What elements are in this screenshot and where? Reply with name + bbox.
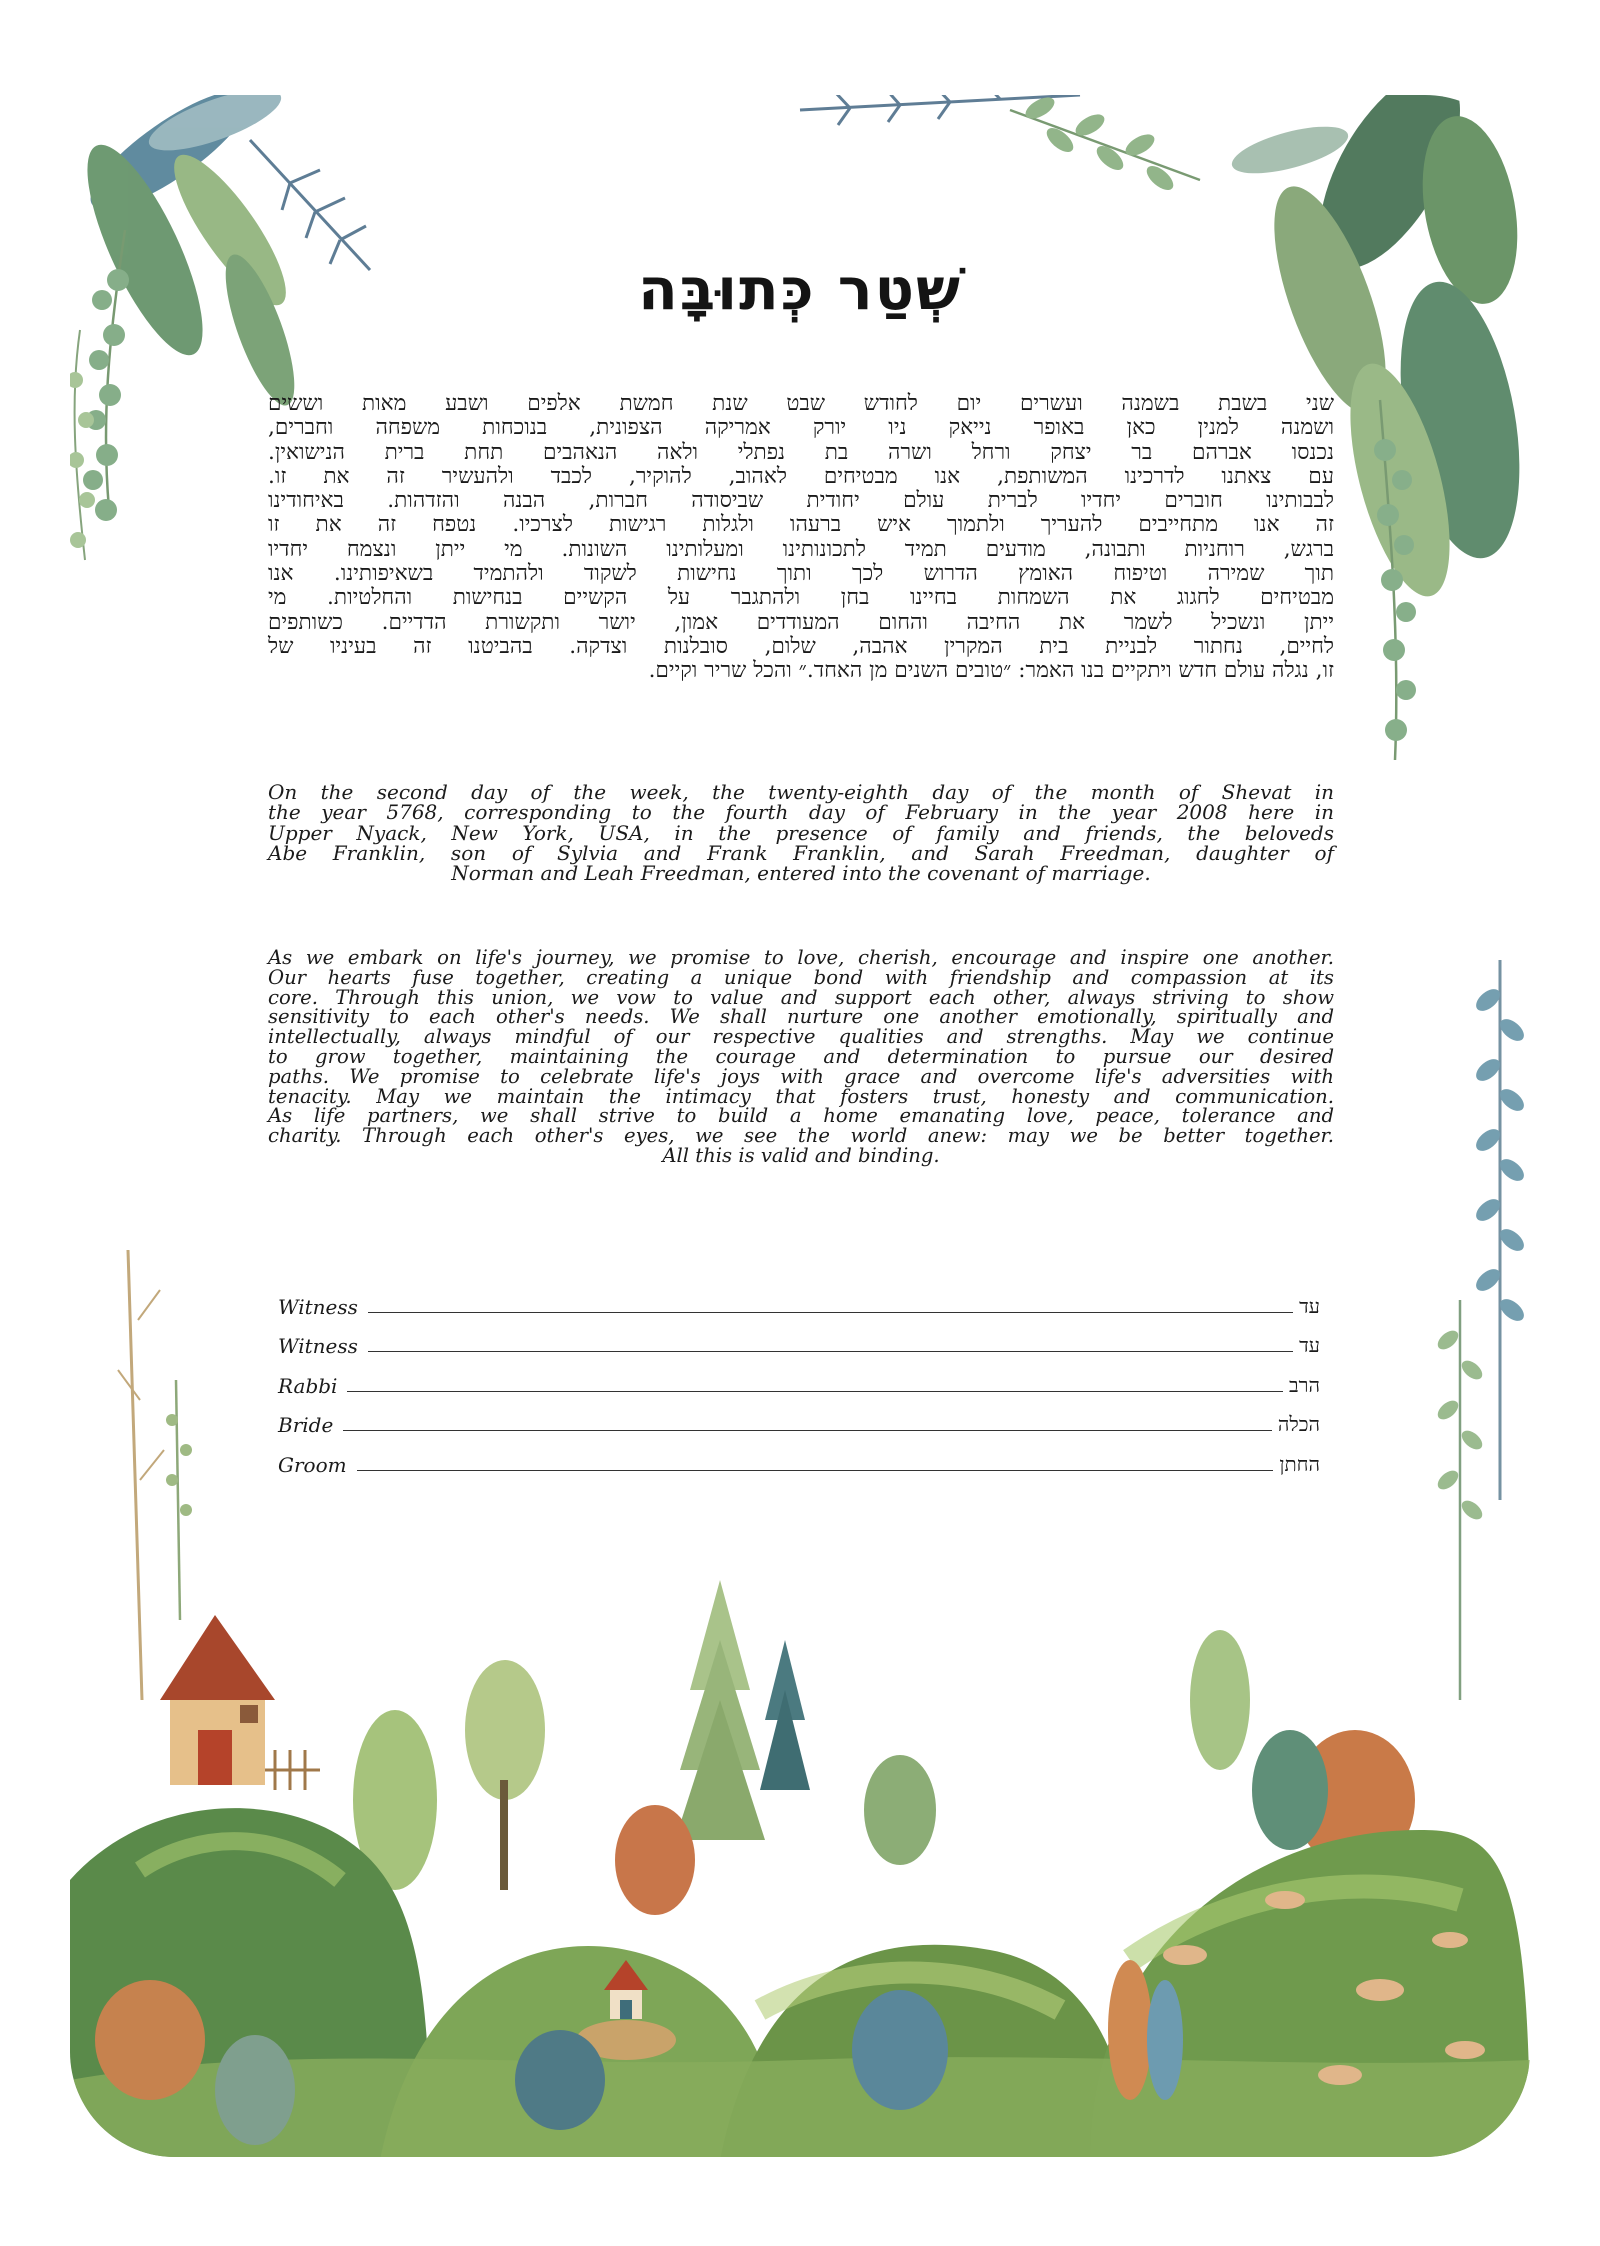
hebrew-text-block: [268, 392, 1334, 684]
signature-line[interactable]: [368, 1312, 1293, 1313]
signature-label-en: Groom: [278, 1452, 347, 1477]
english-vows-line: intellectually, always mindful of our respective qualities and strengths. May we continue: [268, 1025, 1334, 1049]
english-vows-line: All this is valid and binding.: [662, 1143, 940, 1167]
signature-label-he: הכלה: [1277, 1412, 1320, 1436]
signature-block: [278, 1279, 1320, 1477]
english-vows-line: As life partners, we shall strive to build a home emanating love, peace, tolerance and: [268, 1104, 1334, 1128]
signature-row-rabbi: [278, 1358, 1320, 1398]
top-right-sprig: [1010, 93, 1200, 194]
signature-row-witness-2: [278, 1319, 1320, 1359]
signature-label-en: Rabbi: [278, 1373, 338, 1398]
hebrew-line: זו, נגלה עולם חדש ויתקיים בנו האמר: ״טובים השנים מן האחד.״ והכל שריר וקיים.: [648, 658, 1334, 684]
english-vows-line: Our hearts fuse together, creating a unique bond with friendship and compassion at its: [268, 965, 1334, 989]
english-intro-line: Upper Nyack, New York, USA, in the presence of family and friends, the beloveds: [268, 820, 1334, 845]
forest-trees: [353, 1580, 1415, 1915]
signature-label-he: עד: [1299, 1333, 1320, 1357]
signature-label-en: Witness: [278, 1334, 358, 1358]
english-vows-line: to grow together, maintaining the courage and determination to pursue our desired: [268, 1044, 1334, 1068]
hebrew-line: שני בשבת בשמנה ועשרים יום לחודש שבט שנת חמשת אלפים ושבע מאות וששים: [268, 391, 1334, 416]
english-vows-line: tenacity. May we maintain the intimacy that fosters trust, honesty and communication.: [268, 1084, 1334, 1108]
hebrew-line: זה אנו מתחייבים להעריך ולתמוך איש ברעהו ולגלות רגישות לצרכיו. נטפח זה את זו: [268, 512, 1334, 538]
english-vows-line: As we embark on life's journey, we promise to love, cherish, encourage and inspire one another.: [268, 946, 1334, 969]
hebrew-line: ייתן ונשכיל לשמר את החיבה והחום המעודדים אמון, יושר ותקשורת הדדיים. כשותפים: [268, 609, 1334, 635]
signature-row-bride: [278, 1398, 1320, 1438]
right-side-stems: [1434, 960, 1528, 1700]
english-vows-line: paths. We promise to celebrate life's joys with grace and overcome life's adversities with: [268, 1064, 1334, 1088]
signature-line[interactable]: [357, 1470, 1274, 1471]
hebrew-line: תוך שמירה וטיפוח האומץ הדרוש לכך ותוך נחישות לשקוד ולהתמיד בשאיפותינו. אנו: [268, 561, 1334, 587]
signature-label-he: עד: [1299, 1293, 1320, 1318]
ketubah-title: שְׁטַר כְּתוּבָּה: [637, 255, 963, 323]
signature-row-groom: [278, 1437, 1320, 1477]
hebrew-line: ברגש, רוחניות ותבונה, מודעים תמיד לתכונותינו ומעלותינו השונות. מי ייתן ונצמח יחדיו: [268, 536, 1334, 562]
signature-label-en: Bride: [278, 1413, 334, 1437]
signature-line[interactable]: [368, 1351, 1293, 1352]
hebrew-line: ושמנה למנין כאן באופר נייאק ניו יורק אמריקה הצפונית, בנוכחות משפחה וחברים,: [268, 415, 1334, 441]
hebrew-line: לחיים, נחתור לבניית בית המקרין אהבה, שלום, סובלנות וצדקה. בהביטנו זה בעיניו של: [268, 633, 1334, 659]
signature-line[interactable]: [343, 1430, 1272, 1431]
english-intro-line: Norman and Leah Freedman, entered into the covenant of marriage.: [451, 861, 1151, 886]
english-intro-block: [268, 780, 1334, 886]
hebrew-line: מבטיחים לחגוג את השמחות בחיינו בחן ולהתגבר על הקשיים בנחישות והחלטיות. מי: [268, 585, 1334, 611]
signature-label-he: החתן: [1279, 1451, 1320, 1476]
english-vows-line: sensitivity to each other's needs. We shall nurture one another emotionally, spiritually and: [268, 1005, 1334, 1029]
bottom-landscape: [70, 1580, 1530, 2160]
english-intro-line: the year 5768, corresponding to the fourth day of February in the year 2008 here in: [268, 800, 1334, 825]
english-intro-line: Abe Franklin, son of Sylvia and Frank Franklin, and Sarah Freedman, daughter of: [268, 840, 1334, 865]
signature-label-en: Witness: [278, 1294, 358, 1319]
english-vows-block: [268, 948, 1334, 1166]
hebrew-line: נכנסו אברהם בר יצחק ורחל ושרה בת נפתלי ולאה הנאהבים תחת ברית הנישואין.: [268, 439, 1334, 465]
english-vows-line: charity. Through each other's eyes, we see the world anew: may we be better together.: [268, 1124, 1334, 1148]
hilltop-house: [160, 1615, 320, 1790]
hebrew-line: עם צאתנו לדרכינו המשותפת, אנו מבטיחים לאהוב, להוקיר, לכבד ולהעשיר זה את זו.: [268, 463, 1334, 489]
signature-row-witness-1: [278, 1279, 1320, 1319]
english-vows-line: core. Through this union, we vow to value and support each other, always striving to show: [268, 985, 1334, 1009]
signature-label-he: הרב: [1289, 1372, 1320, 1397]
hebrew-line: לבבותינו חוברים יחדיו לברית עולם יחודית שביסודה חברות, הבנה והזדהות. באיחודינו: [268, 488, 1334, 514]
left-side-grass: [118, 1250, 192, 1700]
signature-line[interactable]: [347, 1391, 1283, 1392]
english-intro-line: On the second day of the week, the twenty-eighth day of the month of Shevat in: [268, 780, 1334, 804]
